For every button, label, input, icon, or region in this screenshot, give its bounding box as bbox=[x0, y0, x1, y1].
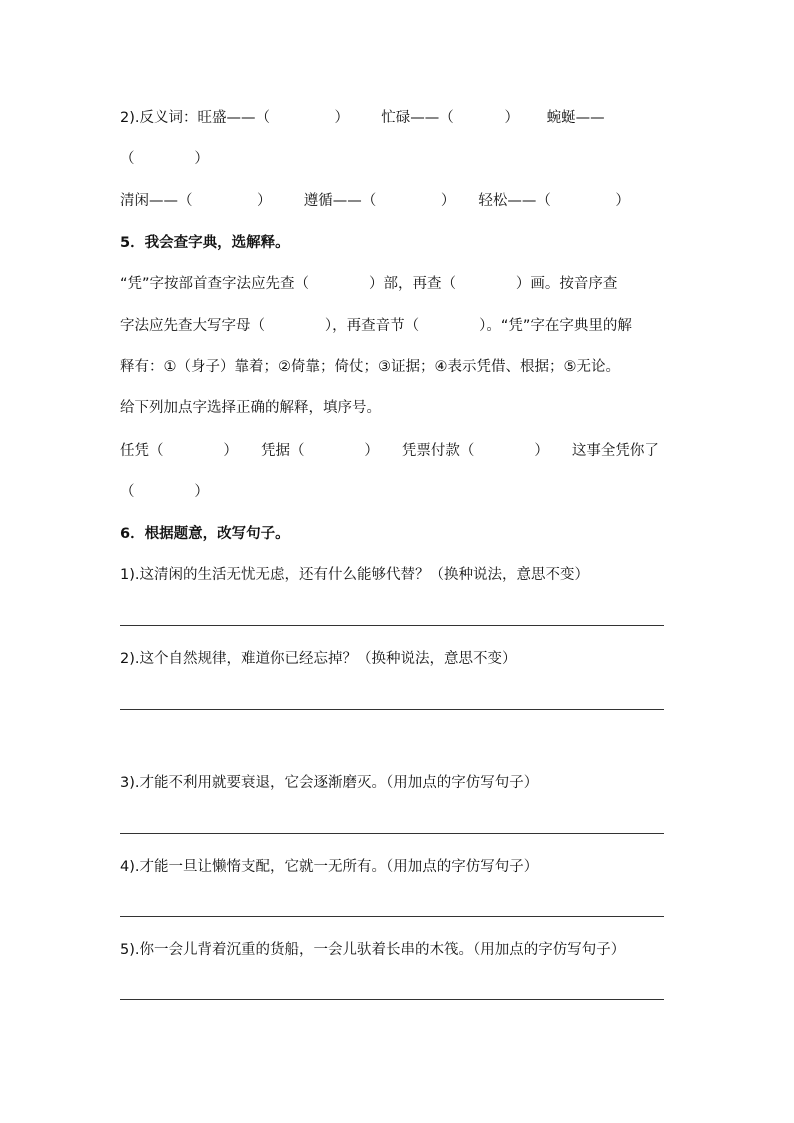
rewrite-item-2: 2).这个自然规律，难道你已经忘掉？（换种说法，意思不变） bbox=[120, 651, 517, 667]
question-5-paragraph: “凭”字按部首查字法应先查（ ）部，再查（ ）画。按音序查 bbox=[120, 276, 618, 292]
rewrite-item-4: 4).才能一旦让懒惰支配，它就一无所有。（用加点的字仿写句子） bbox=[120, 859, 539, 875]
rewrite-item-3: 3).才能不利用就要衰退，它会逐渐磨灭。（用加点的字仿写句子） bbox=[120, 775, 539, 791]
rewrite-item-5: 5).你一会儿背着沉重的货船，一会儿驮着长串的木筏。（用加点的字仿写句子） bbox=[120, 942, 626, 958]
question-5-heading: 5．我会查字典，选解释。 bbox=[120, 235, 290, 251]
answer-line-5[interactable] bbox=[120, 999, 664, 1000]
question-5-instruction: 给下列加点字选择正确的解释，填序号。 bbox=[120, 400, 381, 416]
antonym-answer-blank: （ ） bbox=[120, 151, 209, 167]
question-6-heading: 6．根据题意，改写句子。 bbox=[120, 526, 290, 542]
antonym-question: 2).反义词：旺盛——（ ） 忙碌——（ ） 蜿蜒—— bbox=[120, 110, 605, 126]
question-5-fill-items: 任凭（ ） 凭据（ ） 凭票付款（ ） 这事全凭你了 bbox=[120, 443, 659, 459]
answer-line-3[interactable] bbox=[120, 833, 664, 834]
answer-line-1[interactable] bbox=[120, 625, 664, 626]
rewrite-item-1: 1).这清闲的生活无忧无虑，还有什么能够代替？（换种说法，意思不变） bbox=[120, 567, 589, 583]
question-5-fill-blank: （ ） bbox=[120, 484, 209, 500]
question-5-paragraph: 释有：①（身子）靠着；②倚靠；倚仗；③证据；④表示凭借、根据；⑤无论。 bbox=[120, 359, 620, 375]
answer-line-4[interactable] bbox=[120, 916, 664, 917]
question-5-paragraph: 字法应先查大写字母（ ），再查音节（ ）。“凭”字在字典里的解 bbox=[120, 318, 632, 334]
antonym-question-continued: 清闲——（ ） 遵循——（ ） 轻松——（ ） bbox=[120, 193, 630, 209]
answer-line-2[interactable] bbox=[120, 709, 664, 710]
